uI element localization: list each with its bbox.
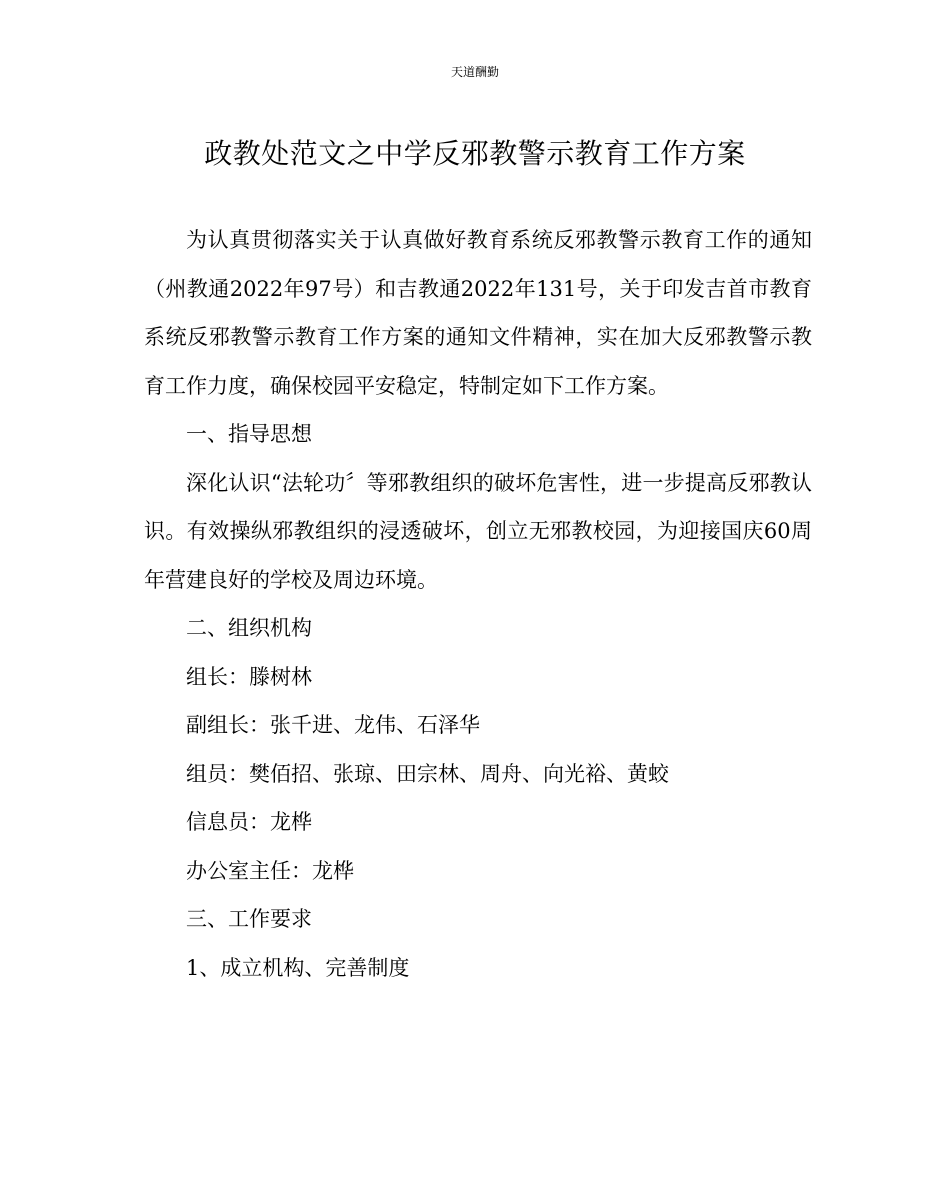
section-heading-guiding-thought: 一、指导思想 — [186, 422, 312, 446]
office-director-line: 办公室主任：龙桦 — [186, 858, 354, 883]
requirement-item-1: 1、成立机构、完善制度 — [186, 955, 410, 980]
intro-paragraph: 为认真贯彻落实关于认真做好教育系统反邪教警示教育工作的通知（州教通2022年97号）和吉教通2022年131号，关于印发吉首市教育系统反邪教警示教育工作方案的通知文件精神，实在加大反邪教警示教育工作力度，确保校园平安稳定，特制定如下工作方案。 — [144, 228, 812, 398]
information-officer-line: 信息员：龙桦 — [186, 810, 312, 834]
section-heading-work-requirements: 三、工作要求 — [186, 907, 312, 931]
group-members-line: 组员：樊佰招、张琼、田宗林、周舟、向光裕、黄蛟 — [186, 761, 669, 786]
document-title: 政教处范文之中学反邪教警示教育工作方案 — [204, 137, 746, 170]
deputy-leader-line: 副组长：张千进、龙伟、石泽华 — [186, 713, 480, 737]
document-body — [144, 216, 812, 992]
guiding-thought-paragraph: 深化认识“法轮功〞等邪教组织的破坏危害性，进一步提高反邪教认识。有效操纵邪教组织的浸透破坏，创立无邪教校园，为迎接国庆60周年营建良好的学校及周边环境。 — [144, 470, 812, 592]
page-header: 天道酬勤 — [450, 65, 499, 79]
section-heading-organization: 二、组织机构 — [186, 616, 312, 640]
group-leader-line: 组长：滕树林 — [186, 664, 312, 689]
